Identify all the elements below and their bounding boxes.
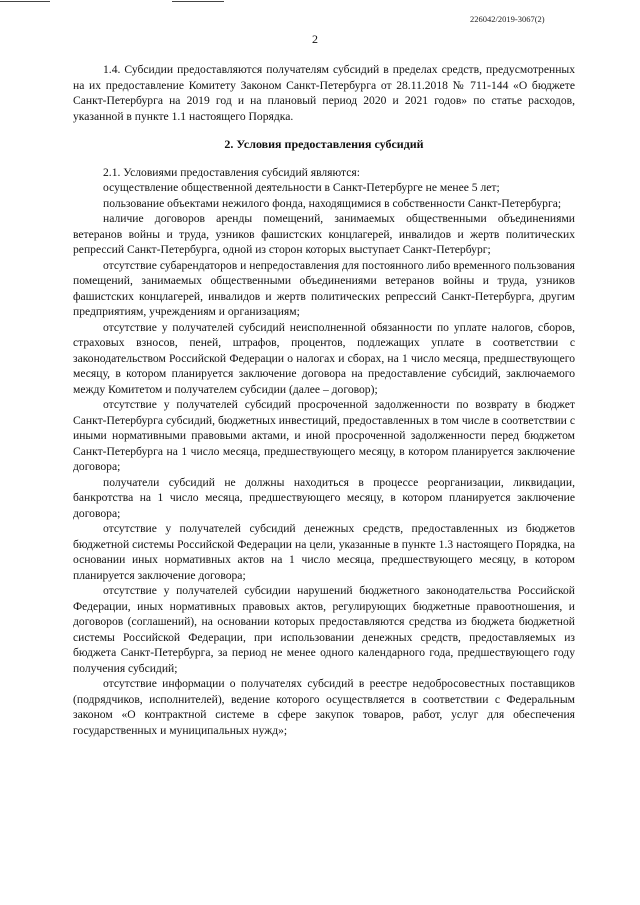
condition-item: отсутствие у получателей субсидий денежных средств, предоставленных из бюджетов бюджетной системы Российской Федерации на цели, указанные в пункте 1.3 настоящего Порядка, на основании иных нормативных актов на 1 число месяца, предшествующего месяцу, в котором планируется заключение договора; xyxy=(73,522,575,582)
condition-item: отсутствие у получателей субсидий неисполненной обязанности по уплате налогов, сборов, страховых взносов, пеней, штрафов, процентов, подлежащих уплате в соответствии с законодательством Российской Федерации о налогах и сборах, на 1 число месяца, предшествующего месяцу, в котором планируется заключение договора на предоставление субсидий, заключаемого между Комитетом и получателем субсидии (далее – договор); xyxy=(73,320,575,396)
condition-item: отсутствие субарендаторов и непредоставления для постоянного либо временного пользования помещений, занимаемых общественными объединениями ветеранов войны и труда, узников фашистских концлагерей, инвалидов и жертв политических репрессий Санкт-Петербурга, другим предприятиям, учреждениям и организациям; xyxy=(73,258,575,318)
condition-item: отсутствие информации о получателях субсидий в реестре недобросовестных поставщиков (подрядчиков, исполнителей), ведение которого осуществляется в соответствии с Федеральным законом «О контрактной системе в сфере закупок товаров, работ, услуг для обеспечения государственных и муниципальных нужд»; xyxy=(73,677,575,737)
condition-item: получатели субсидий не должны находиться в процессе реорганизации, ликвидации, банкротства на 1 число месяца, предшествующего месяцу, в котором планируется заключение договора; xyxy=(73,475,575,520)
condition-item: пользование объектами нежилого фонда, находящимися в собственности Санкт-Петербурга; xyxy=(103,196,562,210)
condition-item: отсутствие у получателей субсидии нарушений бюджетного законодательства Российской Федерации, иных нормативных правовых актов, регулирующих бюджетные правоотношения, и договоров (соглашений), на основании которых предоставляются средства из бюджета бюджетной системы Российской Федерации, при использовании денежных средств, предоставляемых из бюджета Санкт-Петербурга, за период не менее одного календарного года, предшествующего году получения субсидий; xyxy=(73,584,575,675)
paragraph-1-4: 1.4. Субсидии предоставляются получателям субсидий в пределах средств, предусмотренных на их предоставление Комитету Законом Санкт-Петербурга от 28.11.2018 № 711-144 «О бюджете Санкт-Петербурга на 2019 год и на плановый период 2020 и 2021 годов» по статье расходов, указанной в пункте 1.1 настоящего Порядка. xyxy=(73,63,575,123)
page-number: 2 xyxy=(312,32,318,46)
condition-intro: 2.1. Условиями предоставления субсидий являются: xyxy=(103,165,360,179)
condition-item: наличие договоров аренды помещений, занимаемых общественными объединениями ветеранов войны и труда, узников фашистских концлагерей, инвалидов и жертв политических репрессий Санкт-Петербурга, одной из сторон которых выступает Санкт-Петербург; xyxy=(73,212,575,256)
section-heading: 2. Условия предоставления субсидий xyxy=(224,137,424,151)
document-id: 226042/2019-3067(2) xyxy=(470,14,545,24)
top-margin-rule xyxy=(0,1,50,2)
document-body xyxy=(73,62,575,738)
top-margin-rule xyxy=(172,1,224,2)
condition-item: отсутствие у получателей субсидий просроченной задолженности по возврату в бюджет Санкт-Петербурга субсидий, бюджетных инвестиций, предоставленных в том числе в соответствии с иными нормативными правовыми актами, и иной просроченной задолженности перед бюджетом Санкт-Петербурга на 1 число месяца, предшествующего месяцу, в котором планируется заключение договора; xyxy=(73,398,575,473)
condition-item: осуществление общественной деятельности в Санкт-Петербурге не менее 5 лет; xyxy=(103,181,500,194)
